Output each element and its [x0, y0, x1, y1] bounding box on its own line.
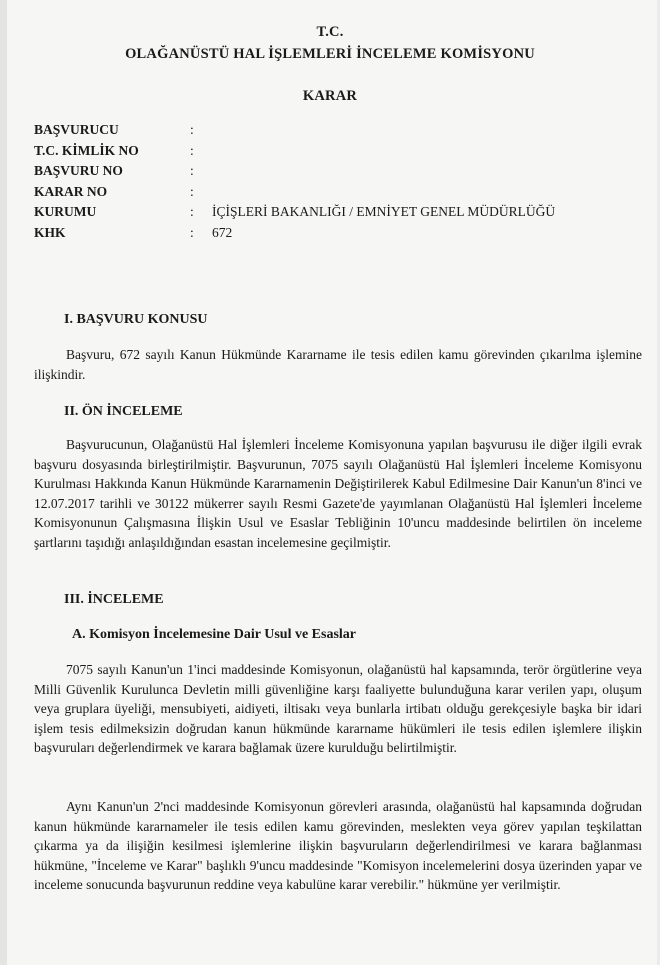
field-label: BAŞVURU NO — [34, 163, 123, 179]
field-value: 672 — [212, 224, 233, 240]
field-colon: : — [190, 142, 194, 158]
field-colon: : — [190, 204, 194, 220]
field-colon: : — [190, 224, 194, 240]
header-tc: T.C. — [316, 24, 344, 40]
section-heading-basvuru-konusu: I. BAŞVURU KONUSU — [64, 312, 208, 327]
field-row-kurumu — [34, 204, 634, 225]
header-karar: KARAR — [302, 88, 358, 104]
field-label: T.C. KİMLİK NO — [34, 142, 139, 158]
subsection-heading-usul-esaslar: A. Komisyon İncelemesine Dair Usul ve Esaslar — [72, 627, 357, 642]
field-label: BAŞVURUCU — [34, 122, 119, 137]
section-heading-inceleme: III. İNCELEME — [64, 592, 164, 607]
info-fields — [34, 122, 634, 246]
paragraph-usul-esaslar-1: 7075 sayılı Kanun'un 1'inci maddesinde Komisyonun, olağanüstü hal kapsamında, terör örgütlerine veya Milli Güvenlik Kurulunca Devletin milli güvenliğine karşı faaliyette bulunduğuna karar verilen yapı, oluşum veya gruplara üyeliği, mensubiyeti, aidiyeti, iltisakı veya bunlarla irtibatı olduğu gerekçesiyle başka bir idari işlem tesis edilmeksizin doğrudan kanun hükmünde kararname hükümleri ile tesis edilen işlemlere ilişkin başvuruları değerlendirmek ve karara bağlamak üzere kurulduğu belirtilmiştir. — [34, 662, 642, 755]
field-value: İÇİŞLERİ BAKANLIĞI / EMNİYET GENEL MÜDÜRLÜĞÜ — [212, 204, 556, 220]
field-row-basvuru-no — [34, 163, 634, 184]
field-colon: : — [190, 183, 194, 199]
field-colon: : — [190, 122, 194, 137]
paragraph-usul-esaslar-2: Aynı Kanun'un 2'nci maddesinde Komisyonun görevleri arasında, olağanüstü hal kapsamında doğrudan kanun hükmünde kararnameler ile tesis edilen kamu görevinden, meslekten veya görev yapılan teşkilattan çıkarma ya da ilişiğin kesilmesi işlemlerine ilişkin başvuruların değerlendirilmesi ve karara bağlanması hükmüne, "İnceleme ve Karar" başlıklı 9'uncu maddesinde "Komisyon incelemelerini dosya üzerinden yapar ve inceleme sonucunda başvurunun reddine veya kabulüne karar verebilir." hükmüne yer verilmiştir. — [34, 799, 642, 892]
field-label: KHK — [34, 224, 66, 240]
section-heading-on-inceleme: II. ÖN İNCELEME — [64, 404, 183, 419]
field-row-karar-no — [34, 184, 634, 205]
field-label: KARAR NO — [34, 183, 108, 199]
field-colon: : — [190, 163, 194, 179]
paragraph-basvuru-konusu: Başvuru, 672 sayılı Kanun Hükmünde Kararname ile tesis edilen kamu görevinden çıkarılma işlemine ilişkindir. — [34, 347, 642, 382]
field-row-basvurucu — [34, 122, 634, 143]
scan-edge-left — [0, 0, 7, 965]
field-label: KURUMU — [34, 204, 97, 220]
field-row-khk — [34, 225, 634, 246]
header-commission: OLAĞANÜSTÜ HAL İŞLEMLERİ İNCELEME KOMİSYONU — [125, 46, 535, 62]
paragraph-on-inceleme: Başvurucunun, Olağanüstü Hal İşlemleri İnceleme Komisyonuna yapılan başvurusu ile diğer ilgili evrak başvuru dosyasında birleştirilmiştir. Başvurunun, 7075 sayılı Olağanüstü Hal İşlemleri İnceleme Komisyonu Kurulması Hakkında Kanun Hükmünde Kararnamenin Değiştirilerek Kabul Edilmesine Dair Kanun'un 8'inci ve 12.07.2017 tarihli ve 30122 mükerrer sayılı Resmi Gazete'de yayımlanan Olağanüstü Hal İşlemleri İnceleme Komisyonunun Çalışmasına İlişkin Usul ve Esaslar Tebliğinin 10'uncu maddesinde belirtilen ön inceleme şartlarını taşıdığı anlaşıldığından esastan incelemesine geçilmiştir. — [34, 437, 642, 550]
field-row-kimlik-no — [34, 143, 634, 164]
